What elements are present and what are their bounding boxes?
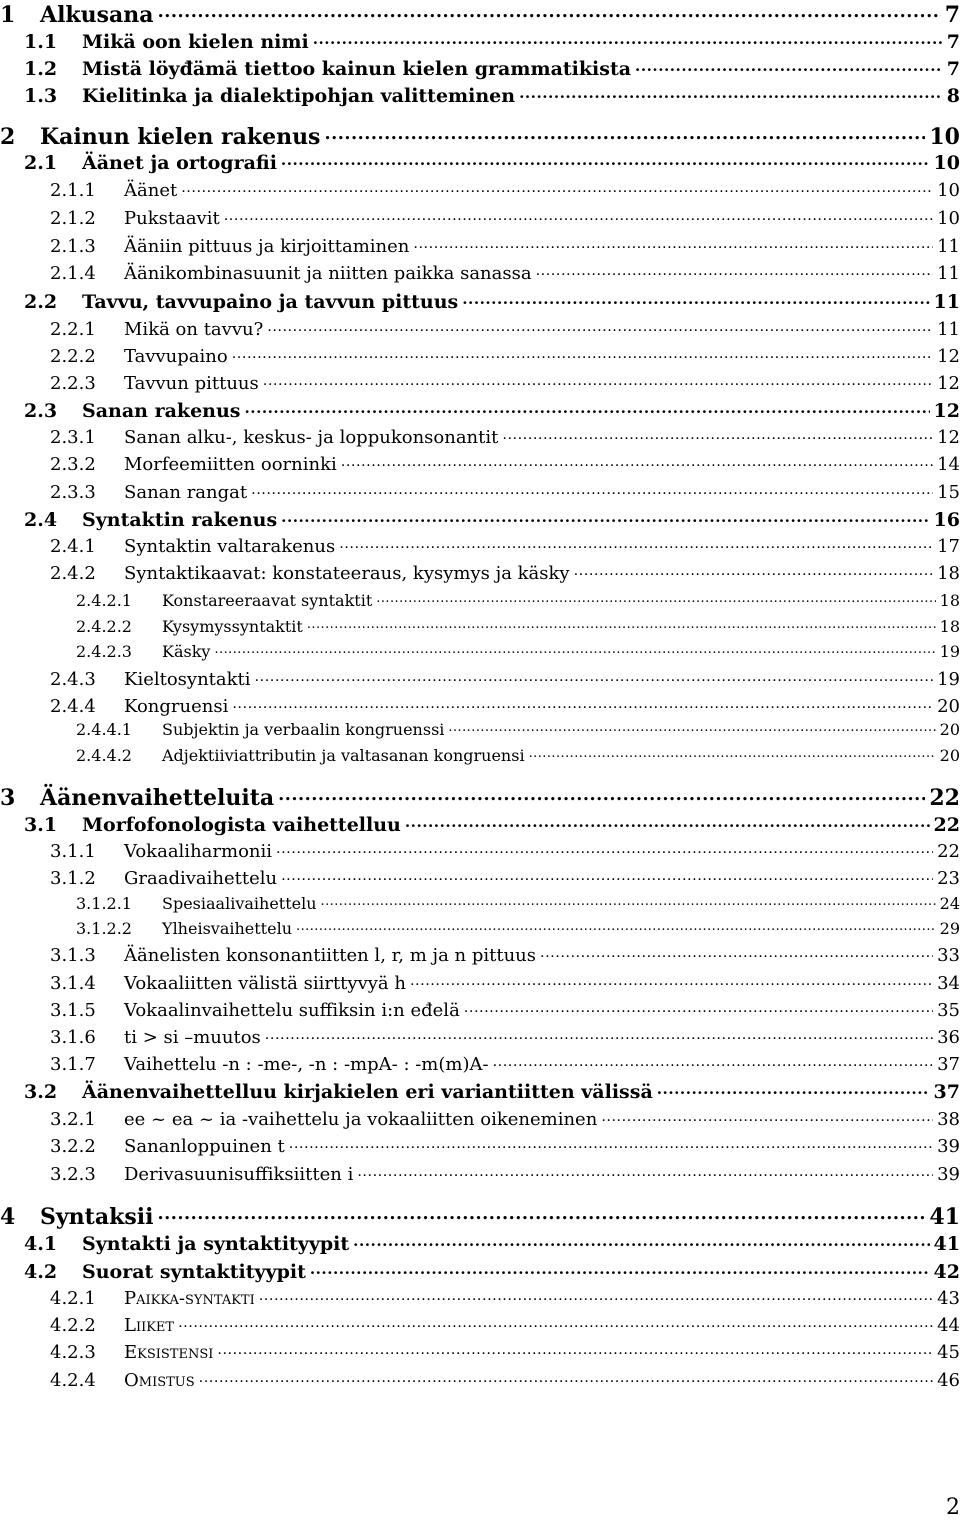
- toc-entry[interactable]: [50, 452, 960, 475]
- toc-entry-page: 19: [939, 642, 960, 661]
- toc-entry-number: 4.1: [24, 1233, 58, 1255]
- toc-entry-title: Ääniin pittuus ja kirjoittaminen: [124, 236, 410, 257]
- toc-entry-number: 2.4.2.3: [76, 642, 132, 661]
- toc-entry[interactable]: [24, 507, 960, 531]
- toc-entry-number: 2.1.3: [50, 236, 96, 257]
- toc-entry-number: 4.2: [24, 1261, 58, 1283]
- toc-entry[interactable]: [50, 839, 960, 862]
- toc-entry[interactable]: [76, 719, 960, 739]
- toc-entry-number: 2.3: [24, 400, 58, 422]
- toc-entry[interactable]: [50, 206, 960, 229]
- toc-entry-page: 10: [933, 152, 960, 174]
- toc-entry-number: 3.1.5: [50, 1000, 96, 1021]
- dot-leader: [493, 1052, 934, 1070]
- toc-entry[interactable]: [50, 667, 960, 690]
- toc-entry[interactable]: [50, 1286, 960, 1309]
- dot-leader: [310, 1259, 930, 1278]
- toc-entry-number: 2.1.2: [50, 208, 96, 229]
- dot-leader: [657, 1079, 930, 1098]
- dot-leader: [540, 943, 933, 961]
- dot-leader: [232, 694, 933, 712]
- toc-entry-number: 4.2.2: [50, 1315, 96, 1336]
- dot-leader: [296, 918, 936, 934]
- toc-entry-page: 24: [939, 894, 960, 913]
- toc-entry[interactable]: [24, 1259, 960, 1283]
- dot-leader: [321, 893, 936, 909]
- toc-entry-title: Syntaktin rakenus: [82, 509, 278, 531]
- toc-entry-title: Syntaktikaavat: konstateeraus, kysymys ja käsky: [124, 563, 570, 584]
- toc-entry-page: 12: [937, 373, 960, 394]
- toc-entry-page: 10: [937, 208, 960, 229]
- toc-entry[interactable]: [24, 1079, 960, 1103]
- toc-entry[interactable]: [24, 150, 960, 174]
- dot-leader: [464, 998, 933, 1016]
- dot-leader: [267, 317, 933, 335]
- toc-entry-number: 2.4.4: [50, 696, 96, 717]
- dot-leader: [448, 719, 935, 735]
- dot-leader: [158, 0, 941, 22]
- toc-entry-title: Kainun kielen rakenus: [40, 124, 321, 150]
- toc-entry-title: Käsky: [162, 642, 211, 661]
- toc-entry-page: 8: [946, 85, 960, 107]
- toc-entry-page: 20: [939, 746, 960, 765]
- toc-entry-title: Mikä oon kielen nimi: [82, 31, 309, 53]
- toc-entry-number: 2.4.4.1: [76, 720, 132, 739]
- toc-entry-page: 36: [937, 1027, 960, 1048]
- toc-entry-number: 2.4.2: [50, 563, 96, 584]
- dot-leader: [289, 1134, 933, 1152]
- toc-entry-number: 3.2.2: [50, 1136, 96, 1157]
- dot-leader: [341, 452, 933, 470]
- toc-entry-number: 4.2.1: [50, 1288, 96, 1309]
- dot-leader: [199, 1368, 933, 1386]
- toc-entry-title: Vokaaliharmonii: [124, 841, 273, 862]
- toc-entry-number: 3.1.2.1: [76, 894, 132, 913]
- toc-entry-number: 2: [0, 124, 16, 150]
- toc-entry[interactable]: [50, 425, 960, 448]
- toc-entry-page: 33: [937, 945, 960, 966]
- toc-entry-title: Omistus: [124, 1370, 195, 1391]
- toc-entry[interactable]: [50, 344, 960, 367]
- dot-leader: [281, 866, 933, 884]
- toc-entry-page: 34: [937, 973, 960, 994]
- toc-entry-page: 19: [937, 669, 960, 690]
- toc-entry-title: Sanan rakenus: [82, 400, 241, 422]
- toc-entry[interactable]: [50, 1313, 960, 1336]
- dot-leader: [265, 1025, 933, 1043]
- toc-entry-title: Suorat syntaktityypit: [82, 1261, 306, 1283]
- toc-entry-page: 7: [946, 58, 960, 80]
- toc-entry-number: 3.1.2: [50, 868, 96, 889]
- toc-entry-number: 3.1.2.2: [76, 919, 132, 938]
- toc-entry-page: 15: [937, 482, 960, 503]
- dot-leader: [574, 561, 933, 579]
- toc-entry-title: Eksistensi: [124, 1342, 214, 1363]
- toc-entry[interactable]: [50, 866, 960, 889]
- toc-entry[interactable]: [76, 745, 960, 765]
- toc-entry-title: Sanan alku-, keskus- ja loppukonsonantit: [124, 427, 499, 448]
- toc-entry-page: 44: [937, 1315, 960, 1336]
- dot-leader: [214, 641, 935, 657]
- toc-entry-page: 20: [937, 696, 960, 717]
- toc-entry-number: 2.4.4.2: [76, 746, 132, 765]
- toc-entry-page: 11: [937, 263, 960, 284]
- toc-entry[interactable]: [0, 122, 960, 150]
- dot-leader: [529, 745, 936, 761]
- toc-entry-number: 2.3.2: [50, 454, 96, 475]
- toc-entry-title: Vokaaliitten välistä siirttyvyä h: [124, 973, 406, 994]
- toc-entry[interactable]: [76, 616, 960, 636]
- toc-entry-number: 4.2.3: [50, 1342, 96, 1363]
- toc-entry-number: 1.3: [24, 85, 58, 107]
- dot-leader: [635, 56, 943, 75]
- toc-entry-number: 2.3.3: [50, 482, 96, 503]
- toc-entry-page: 11: [937, 236, 960, 257]
- toc-entry[interactable]: [50, 971, 960, 994]
- toc-entry-number: 2.1: [24, 152, 58, 174]
- toc-entry-page: 14: [937, 454, 960, 475]
- toc-entry[interactable]: [50, 1025, 960, 1048]
- toc-entry[interactable]: [50, 534, 960, 557]
- dot-leader: [232, 344, 933, 362]
- toc-entry[interactable]: [24, 1231, 960, 1255]
- dot-leader: [281, 150, 930, 169]
- toc-entry-page: 23: [937, 868, 960, 889]
- dot-leader: [353, 1231, 929, 1250]
- toc-entry[interactable]: [50, 561, 960, 584]
- dot-leader: [157, 1202, 925, 1224]
- toc-entry[interactable]: [50, 1134, 960, 1157]
- toc-entry[interactable]: [24, 56, 960, 80]
- toc-entry-page: 18: [939, 617, 960, 636]
- toc-entry-title: Pukstaavit: [124, 208, 220, 229]
- toc-entry-number: 3.1.6: [50, 1027, 96, 1048]
- toc-entry-number: 3.1.3: [50, 945, 96, 966]
- toc-entry-page: 42: [933, 1261, 960, 1283]
- toc-entry-number: 2.3.1: [50, 427, 96, 448]
- toc-entry[interactable]: [50, 371, 960, 394]
- toc-entry-page: 41: [929, 1204, 960, 1230]
- toc-entry[interactable]: [76, 918, 960, 938]
- toc-entry-title: Tavvun pittuus: [124, 373, 259, 394]
- toc-entry-page: 29: [939, 919, 960, 938]
- toc-entry-number: 4.2.4: [50, 1370, 96, 1391]
- dot-leader: [410, 971, 933, 989]
- toc-entry-title: Äänenvaihetteluita: [40, 785, 275, 811]
- toc-entry-number: 3.1.1: [50, 841, 96, 862]
- dot-leader: [405, 812, 930, 831]
- dot-leader: [601, 1107, 933, 1125]
- toc-entry[interactable]: [76, 590, 960, 610]
- toc-entry[interactable]: [50, 317, 960, 340]
- dot-leader: [276, 839, 933, 857]
- toc-entry-title: Ylheisvaihettelu: [162, 919, 292, 938]
- toc-entry-page: 22: [933, 814, 960, 836]
- toc-entry[interactable]: [50, 943, 960, 966]
- dot-leader: [259, 1286, 933, 1304]
- toc-entry-number: 2.1.4: [50, 263, 96, 284]
- toc-entry[interactable]: [50, 1162, 960, 1185]
- toc-entry[interactable]: [50, 998, 960, 1021]
- toc-entry[interactable]: [50, 480, 960, 503]
- toc-entry[interactable]: [50, 234, 960, 257]
- toc-entry-page: 20: [939, 720, 960, 739]
- dot-leader: [307, 616, 936, 632]
- dot-leader: [324, 122, 925, 144]
- toc-entry[interactable]: [50, 1340, 960, 1363]
- toc-entry[interactable]: [50, 178, 960, 201]
- toc-entry-title: Derivasuunisuffiksiitten i: [124, 1164, 354, 1185]
- toc-entry[interactable]: [50, 1107, 960, 1130]
- toc-entry-page: 16: [933, 509, 960, 531]
- toc-entry-page: 18: [939, 591, 960, 610]
- toc-entry-number: 3.2.3: [50, 1164, 96, 1185]
- toc-entry[interactable]: [24, 83, 960, 107]
- toc-entry-page: 11: [937, 319, 960, 340]
- toc-entry-page: 39: [937, 1164, 960, 1185]
- dot-leader: [313, 29, 943, 48]
- toc-entry-title: Äänelisten konsonantiitten l, r, m ja n pittuus: [124, 945, 537, 966]
- toc-entry-title: Graadivaihettelu: [124, 868, 278, 889]
- toc-entry[interactable]: [76, 641, 960, 661]
- toc-entry-page: 39: [937, 1136, 960, 1157]
- toc-entry-page: 22: [929, 785, 960, 811]
- toc-entry-number: 2.4.2.2: [76, 617, 132, 636]
- dot-leader: [278, 783, 925, 805]
- toc-entry-number: 3: [0, 785, 16, 811]
- dot-leader: [251, 480, 933, 498]
- toc-entry-number: 1: [0, 2, 16, 28]
- dot-leader: [357, 1162, 933, 1180]
- dot-leader: [281, 507, 929, 526]
- toc-entry-title: Adjektiiviattributin ja valtasanan kongruensi: [162, 746, 525, 765]
- toc-entry-number: 2.4: [24, 509, 58, 531]
- dot-leader: [502, 425, 933, 443]
- dot-leader: [181, 178, 933, 196]
- toc-entry-page: 10: [929, 124, 960, 150]
- toc-entry-page: 12: [937, 427, 960, 448]
- toc-entry-number: 4: [0, 1204, 16, 1230]
- toc-entry-page: 43: [937, 1288, 960, 1309]
- toc-entry[interactable]: [24, 29, 960, 53]
- toc-entry-title: Subjektin ja verbaalin kongruenssi: [162, 720, 445, 739]
- toc-entry[interactable]: [50, 694, 960, 717]
- dot-leader: [255, 667, 934, 685]
- toc-entry-page: 45: [937, 1342, 960, 1363]
- toc-entry-title: Tavvu, tavvupaino ja tavvun pittuus: [82, 291, 459, 313]
- dot-leader: [263, 371, 933, 389]
- toc-entry-page: 10: [937, 180, 960, 201]
- toc-entry[interactable]: [24, 398, 960, 422]
- dot-leader: [462, 289, 929, 308]
- toc-entry[interactable]: [0, 0, 960, 28]
- toc-entry-page: 37: [937, 1054, 960, 1075]
- toc-entry[interactable]: [24, 812, 960, 836]
- toc-entry-page: 11: [933, 291, 960, 313]
- toc-entry-page: 41: [933, 1233, 960, 1255]
- dot-leader: [245, 398, 930, 417]
- toc-entry-page: 18: [937, 563, 960, 584]
- toc-entry-title: Kieltosyntakti: [124, 669, 251, 690]
- toc-entry-page: 37: [933, 1081, 960, 1103]
- dot-leader: [536, 261, 934, 279]
- toc-entry[interactable]: [24, 289, 960, 313]
- toc-entry[interactable]: [50, 261, 960, 284]
- toc-entry-title: Vaihettelu -n : -me-, -n : -mpA- : -m(m)A-: [124, 1054, 489, 1075]
- dot-leader: [519, 83, 943, 102]
- toc-entry-title: Syntaksii: [40, 1204, 154, 1230]
- toc-entry-page: 22: [937, 841, 960, 862]
- dot-leader: [413, 234, 933, 252]
- toc-entry-title: ee ~ ea ~ ia -vaihettelu ja vokaaliitten oikeneminen: [124, 1109, 598, 1130]
- toc-entry-number: 2.1.1: [50, 180, 96, 201]
- toc-entry-title: Mistä löyđämä tiettoo kainun kielen grammatikista: [82, 58, 632, 80]
- toc-entry-title: Syntakti ja syntaktityypit: [82, 1233, 350, 1255]
- toc-entry[interactable]: [50, 1368, 960, 1391]
- toc-entry-title: Äänikombinasuunit ja niitten paikka sanassa: [124, 263, 532, 284]
- toc-entry-title: Äänenvaihettelluu kirjakielen eri variantiitten välissä: [82, 1081, 653, 1103]
- toc-entry-title: Paikka-syntakti: [124, 1288, 255, 1309]
- dot-leader: [224, 206, 933, 224]
- toc-entry-number: 3.2: [24, 1081, 58, 1103]
- toc-entry-title: Kongruensi: [124, 696, 229, 717]
- toc-entry-number: 1.1: [24, 31, 58, 53]
- toc-entry[interactable]: [0, 783, 960, 811]
- dot-leader: [376, 590, 935, 606]
- page-number: 2: [946, 1495, 960, 1520]
- toc-entry-title: Morfofonologista vaihettelluu: [82, 814, 401, 836]
- toc-entry-number: 3.1: [24, 814, 58, 836]
- toc-entry-page: 7: [944, 2, 960, 28]
- dot-leader: [178, 1313, 933, 1331]
- toc-entry-title: Spesiaalivaihettelu: [162, 894, 317, 913]
- toc-entry-number: 2.2.1: [50, 319, 96, 340]
- toc-entry-page: 46: [937, 1370, 960, 1391]
- toc-entry-number: 2.2: [24, 291, 58, 313]
- toc-entry-number: 2.2.2: [50, 346, 96, 367]
- toc-entry-title: Vokaalinvaihettelu suffiksin i:n eđelä: [124, 1000, 460, 1021]
- toc-entry-number: 2.4.1: [50, 536, 96, 557]
- toc-entry-page: 7: [946, 31, 960, 53]
- toc-entry-title: Sananloppuinen t: [124, 1136, 285, 1157]
- toc-entry-number: 1.2: [24, 58, 58, 80]
- toc-entry-page: 17: [937, 536, 960, 557]
- toc-entry-title: Morfeemiitten oorninki: [124, 454, 337, 475]
- toc-entry-title: Syntaktin valtarakenus: [124, 536, 336, 557]
- toc-entry-title: Konstareeraavat syntaktit: [162, 591, 373, 610]
- toc-entry-number: 2.2.3: [50, 373, 96, 394]
- toc-entry-page: 12: [937, 346, 960, 367]
- toc-entry-title: Mikä on tavvu?: [124, 319, 264, 340]
- toc-entry[interactable]: [50, 1052, 960, 1075]
- toc-entry-number: 3.1.4: [50, 973, 96, 994]
- toc-entry-number: 3.2.1: [50, 1109, 96, 1130]
- toc-entry-title: Liiket: [124, 1315, 175, 1336]
- toc-entry-page: 38: [937, 1109, 960, 1130]
- toc-entry-page: 12: [933, 400, 960, 422]
- toc-entry-title: ti > si –muutos: [124, 1027, 261, 1048]
- toc-entry[interactable]: [76, 893, 960, 913]
- toc-entry-number: 2.4.3: [50, 669, 96, 690]
- dot-leader: [339, 534, 933, 552]
- toc-entry-title: Sanan rangat: [124, 482, 248, 503]
- toc-entry-title: Alkusana: [40, 2, 154, 28]
- toc-entry-number: 2.4.2.1: [76, 591, 132, 610]
- toc-entry-title: Äänet ja ortografii: [82, 152, 277, 174]
- toc-entry-number: 3.1.7: [50, 1054, 96, 1075]
- toc-entry-title: Äänet: [124, 180, 178, 201]
- toc-entry-title: Kielitinka ja dialektipohjan valitteminen: [82, 85, 516, 107]
- toc-entry-page: 35: [937, 1000, 960, 1021]
- dot-leader: [217, 1340, 933, 1358]
- toc-entry-title: Kysymyssyntaktit: [162, 617, 303, 636]
- toc-entry-title: Tavvupaino: [124, 346, 228, 367]
- toc-entry[interactable]: [0, 1202, 960, 1230]
